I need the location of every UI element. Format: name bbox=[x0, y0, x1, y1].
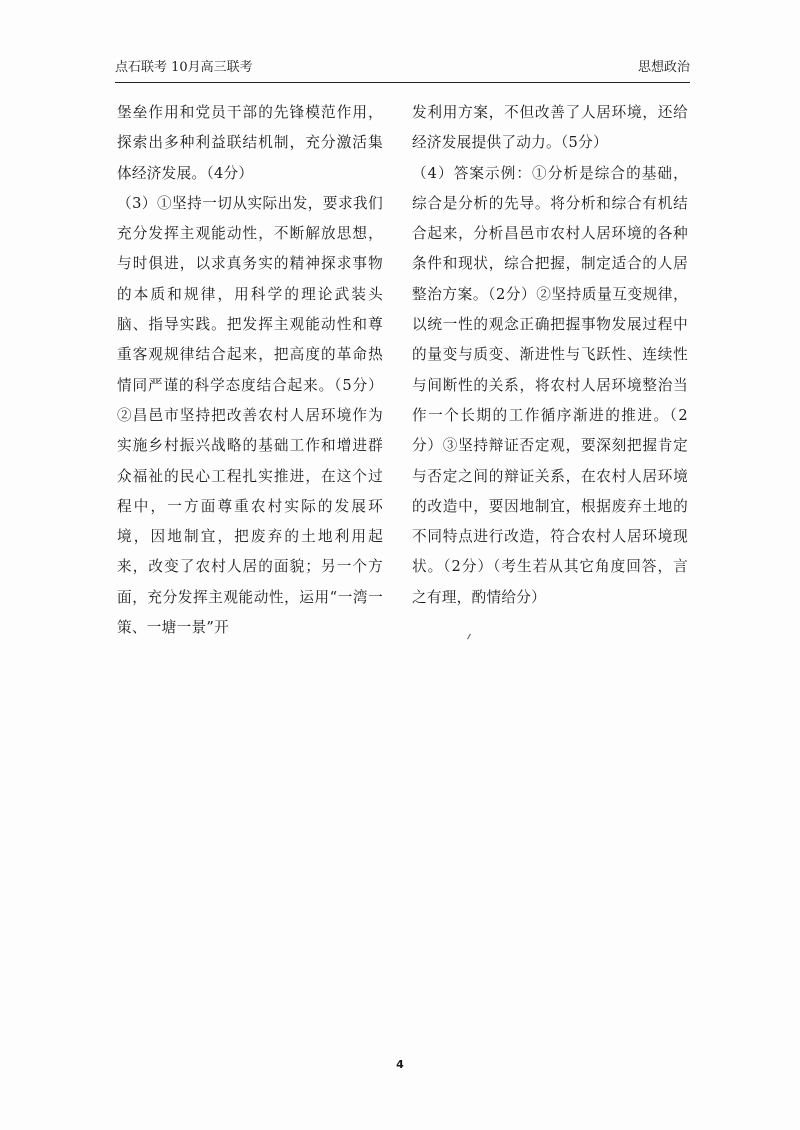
left-column bbox=[117, 98, 383, 643]
header-exam-title: 点石联考 10月高三联考 bbox=[115, 60, 253, 75]
scan-artifact-mark bbox=[467, 634, 471, 640]
right-column bbox=[412, 98, 688, 613]
left-paragraph-1: 堡垒作用和党员干部的先锋模范作用，探索出多种利益联结机制，充分激活集体经济发展。（4分） bbox=[117, 104, 383, 182]
header-divider bbox=[115, 82, 690, 83]
page-number: 4 bbox=[396, 1058, 404, 1071]
right-paragraph-2: （4）答案示例：①分析是综合的基础，综合是分析的先导。将分析和综合有机结合起来，分析昌邑市农村人居环境的各种条件和现状，综合把握，制定适合的人居整治方案。（2分）②坚持质量互变规律，以统一性的观念正确把握事物发展过程中的量变与质变、渐进性与飞跃性、连续性与间断性的关系，将农村人居环境整治当作一个长期的工作循序渐进的推进。（2分）③坚持辩证否定观，要深刻把握肯定与否定之间的辩证关系，在农村人居环境的改造中，要因地制宜，根据废弃土地的不同特点进行改造，符合农村人居环境现状。（2分）（考生若从其它角度回答，言之有理，酌情给分） bbox=[412, 164, 688, 606]
page-header bbox=[115, 58, 690, 78]
header-subject: 思想政治 bbox=[637, 60, 690, 75]
right-paragraph-1: 发利用方案，不但改善了人居环境，还给经济发展提供了动力。（5分） bbox=[412, 104, 688, 152]
left-paragraph-2: （3）①坚持一切从实际出发，要求我们充分发挥主观能动性，不断解放思想，与时俱进，以求真务实的精神探求事物的本质和规律，用科学的理论武装头脑、指导实践。把发挥主观能动性和尊重客观规律结合起来，把高度的革命热情同严谨的科学态度结合起来。（5分）②昌邑市坚持把改善农村人居环境作为实施乡村振兴战略的基础工作和增进群众福祉的民心工程扎实推进，在这个过程中，一方面尊重农村实际的发展环境，因地制宜，把废弃的土地利用起来，改变了农村人居的面貌；另一个方面，充分发挥主观能动性，运用“一湾一策、一塘一景”开 bbox=[117, 194, 383, 637]
